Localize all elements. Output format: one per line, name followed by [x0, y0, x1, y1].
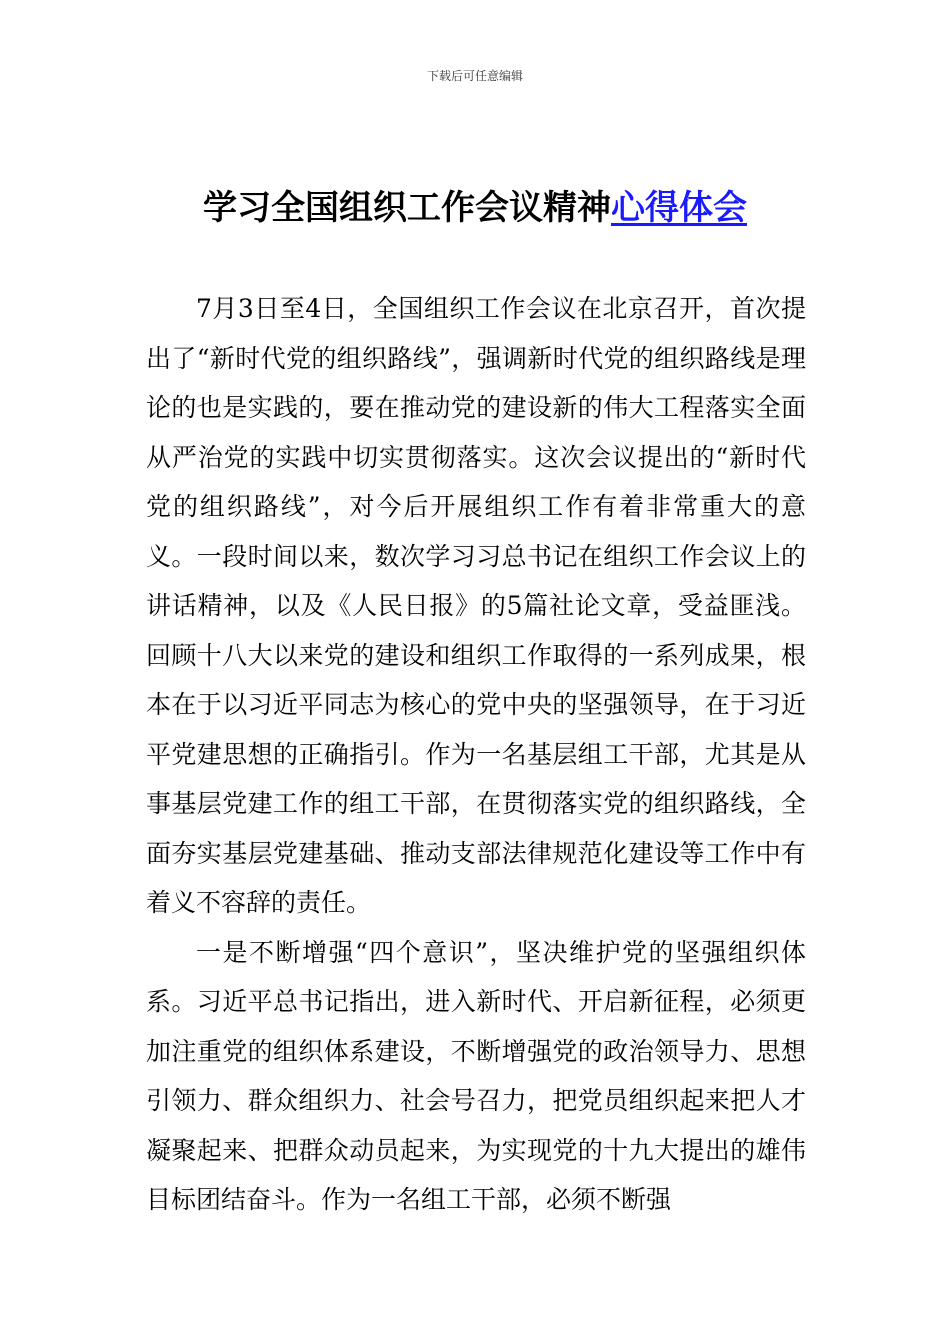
title-main: 学习全国组织工作会议精神 [203, 188, 611, 228]
document-body [146, 284, 806, 1225]
title-link[interactable]: 心得体会 [611, 188, 747, 228]
page-header-note: 下载后可任意编辑 [426, 69, 523, 83]
document-title [0, 180, 950, 229]
paragraph-1: 7月3日至4日，全国组织工作会议在北京召开，首次提出了“新时代党的组织路线”，强调新时代党的组织路线是理论的也是实践的，要在推动党的建设新的伟大工程落实全面从严治党的实践中切实贯彻落实。这次会议提出的“新时代党的组织路线”，对今后开展组织工作有着非常重大的意义。一段时间以来，数次学习习总书记在组织工作会议上的讲话精神，以及《人民日报》的5篇社论文章，受益匪浅。回顾十八大以来党的建设和组织工作取得的一系列成果，根本在于以习近平同志为核心的党中央的坚强领导，在于习近平党建思想的正确指引。作为一名基层组工干部，尤其是从事基层党建工作的组工干部，在贯彻落实党的组织路线，全面夯实基层党建基础、推动支部法律规范化建设等工作中有着义不容辞的责任。 [146, 294, 806, 917]
paragraph-2: 一是不断增强“四个意识”，坚决维护党的坚强组织体系。习近平总书记指出，进入新时代、开启新征程，必须更加注重党的组织体系建设，不断增强党的政治领导力、思想引领力、群众组织力、社会号召力，把党员组织起来把人才凝聚起来、把群众动员起来，为实现党的十九大提出的雄伟目标团结奋斗。作为一名组工干部，必须不断强 [146, 937, 806, 1214]
